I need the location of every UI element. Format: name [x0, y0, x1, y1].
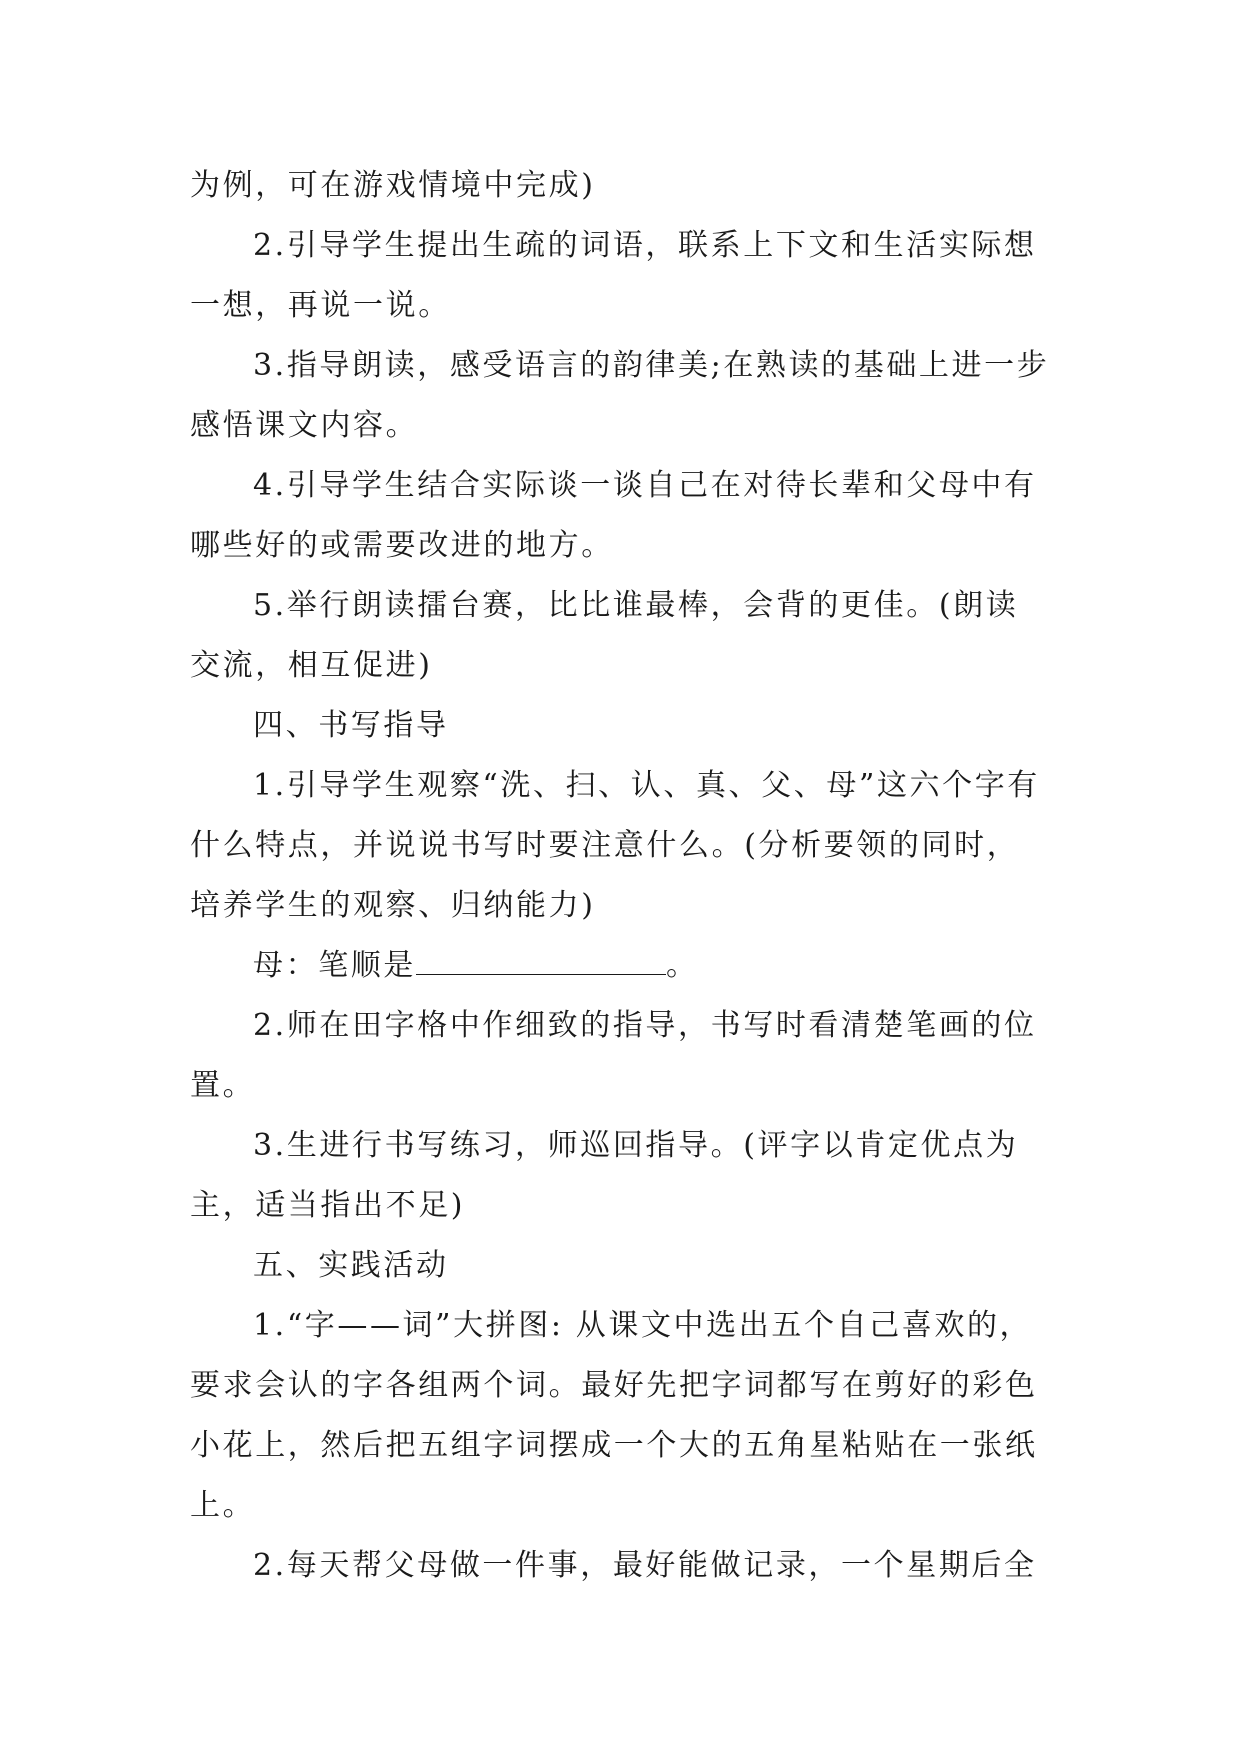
section-heading-practice: 五、实践活动: [253, 1248, 449, 1283]
paragraph-step-4: 4.引导学生结合实际谈一谈自己在对待长辈和父母中有哪些好的或需要改进的地方。: [190, 468, 1037, 563]
paragraph-step-5: 5.举行朗读擂台赛，比比谁最棒，会背的更佳。(朗读交流，相互促进): [190, 588, 1019, 683]
paragraph-practice-2: 2.每天帮父母做一件事，最好能做记录，一个星期后全: [253, 1548, 1037, 1583]
section-heading-writing: 四、书写指导: [253, 708, 449, 743]
paragraph-step-3: 3.指导朗读，感受语言的韵律美;在熟读的基础上进一步感悟课文内容。: [190, 348, 1050, 443]
stroke-order-label: 母：笔顺是: [253, 948, 416, 983]
stroke-order-line: [190, 936, 1050, 996]
paragraph-writing-3: 3.生进行书写练习，师巡回指导。(评字以肯定优点为主，适当指出不足): [190, 1128, 1019, 1223]
paragraph-writing-1: 1.引导学生观察“洗、扫、认、真、父、母”这六个字有什么特点，并说说书写时要注意什么。(分析要领的同时，培养学生的观察、归纳能力): [190, 768, 1040, 923]
fill-in-blank: [416, 948, 666, 975]
paragraph-practice-1: 1.“字——词”大拼图: 从课文中选出五个自己喜欢的，要求会认的字各组两个词。最好先把字词都写在剪好的彩色小花上，然后把五组字词摆成一个大的五角星粘贴在一张纸上。: [190, 1308, 1038, 1523]
stroke-order-end: 。: [666, 948, 699, 983]
paragraph-continuation: 为例，可在游戏情境中完成): [190, 168, 596, 203]
paragraph-writing-2: 2.师在田字格中作细致的指导，书写时看清楚笔画的位置。: [190, 1008, 1037, 1103]
paragraph-step-2: 2.引导学生提出生疏的词语，联系上下文和生活实际想一想，再说一说。: [190, 228, 1037, 323]
document-body: [190, 156, 1050, 1596]
